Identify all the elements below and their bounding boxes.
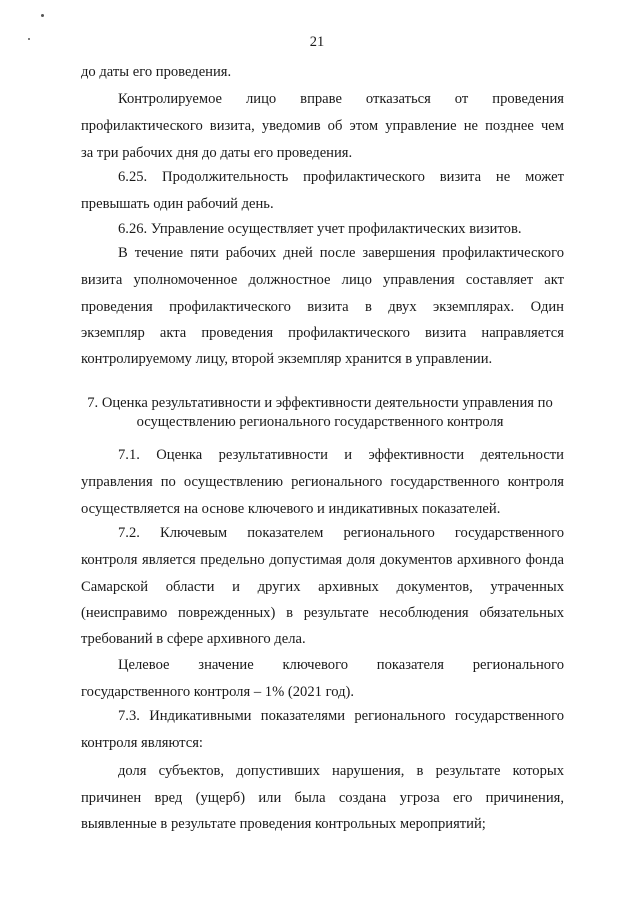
text-line: государственного контроля – 1% (2021 год). [81, 684, 354, 700]
section-heading: 7. Оценка результативности и эффективности деятельности управления по [87, 395, 553, 411]
text-line: 7.2. Ключевым показателем регионального государственного [118, 525, 564, 541]
text-line: экземпляр акта проведения профилактического визита направляется [81, 325, 564, 341]
text-line: до даты его проведения. [81, 64, 232, 80]
text-line: превышать один рабочий день. [81, 196, 274, 212]
text-line: контроля являются: [81, 735, 203, 751]
text-line: Целевое значение ключевого показателя регионального [118, 657, 564, 673]
section-heading: осуществлению регионального государственного контроля [136, 414, 504, 430]
text-line: осуществляется на основе ключевого и индикативных показателей. [81, 501, 501, 517]
text-line: 6.26. Управление осуществляет учет профилактических визитов. [118, 221, 522, 237]
text-line: контроля является предельно допустимая доля документов архивного фонда [81, 552, 564, 568]
text-line: проведения профилактического визита в двух экземплярах. Один [81, 299, 564, 315]
text-line: 6.25. Продолжительность профилактического визита не может [118, 169, 564, 185]
text-line: причинен вред (ущерб) или была создана угроза его причинения, [81, 790, 564, 806]
text-line: В течение пяти рабочих дней после завершения профилактического [118, 245, 564, 261]
text-line: за три рабочих дня до даты его проведения. [81, 145, 353, 161]
scan-speck [41, 14, 44, 17]
text-line: управления по осуществлению регионального государственного контроля [81, 474, 564, 490]
text-line: контролируемому лицу, второй экземпляр хранится в управлении. [81, 351, 493, 367]
text-line: (неисправимо поврежденных) в результате несоблюдения обязательных [81, 605, 564, 621]
text-line: Самарской области и других архивных документов, утраченных [81, 579, 564, 595]
text-line: профилактического визита, уведомив об этом управление не позднее чем [81, 118, 564, 134]
text-line: требований в сфере архивного дела. [81, 631, 306, 647]
text-line: 7.3. Индикативными показателями регионального государственного [118, 708, 564, 724]
page-number: 21 [309, 34, 325, 50]
text-line: доля субъектов, допустивших нарушения, в результате которых [118, 763, 564, 779]
text-line: 7.1. Оценка результативности и эффективности деятельности [118, 447, 564, 463]
text-line: выявленные в результате проведения контрольных мероприятий; [81, 816, 486, 832]
text-line: визита уполномоченное должностное лицо управления составляет акт [81, 272, 564, 288]
text-line: Контролируемое лицо вправе отказаться от проведения [118, 91, 564, 107]
